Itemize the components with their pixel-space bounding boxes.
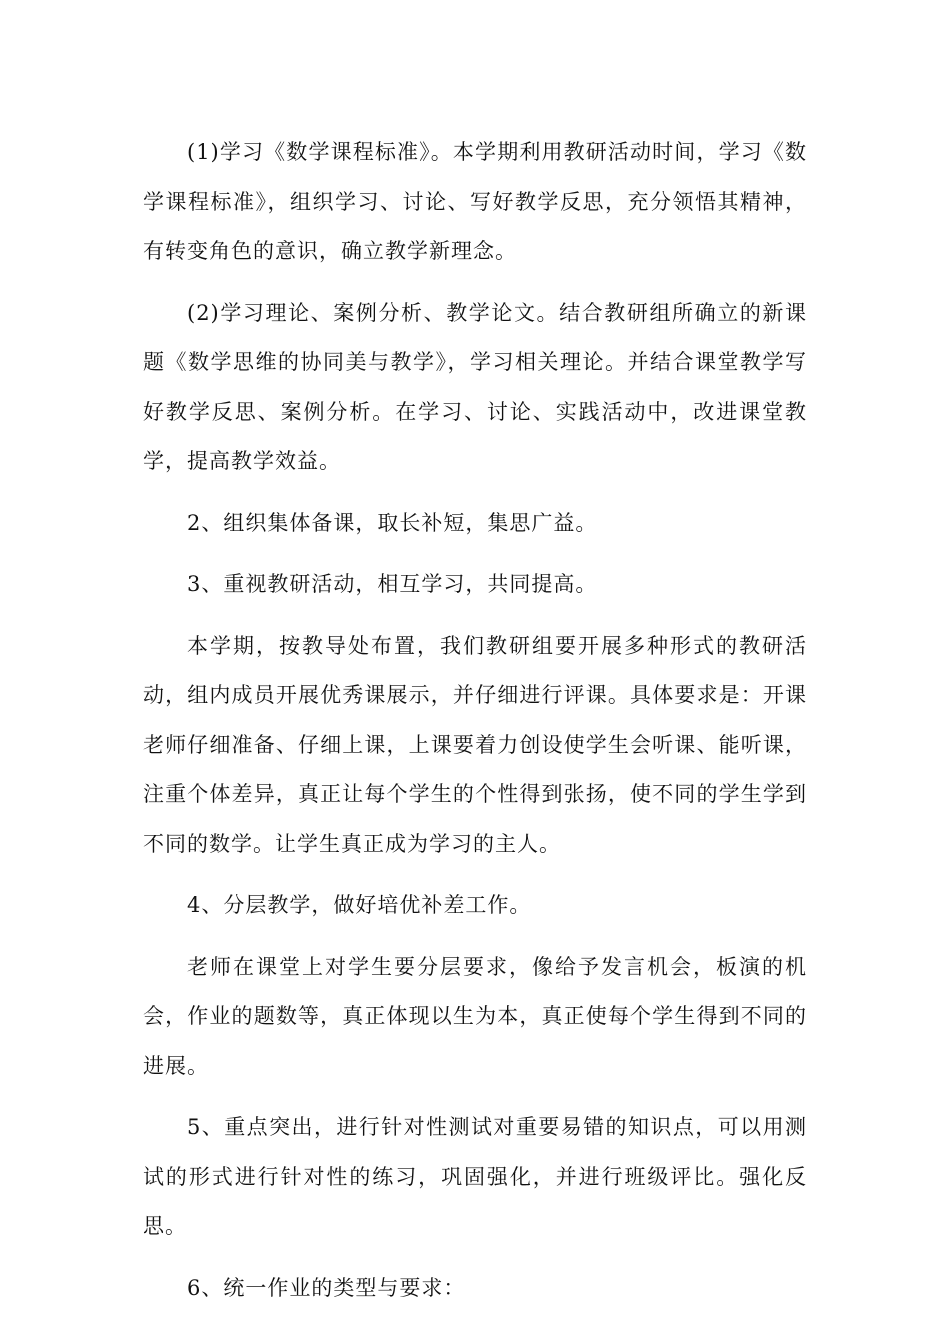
paragraph-layered-teaching-detail: 老师在课堂上对学生要分层要求，像给予发言机会，板演的机会，作业的题数等，真正体现以生为本，真正使每个学生得到不同的进展。 [143,954,807,1078]
paragraph-homework-requirements: 6、统一作业的类型与要求： [187,1275,466,1300]
paragraph-key-point-testing: 5、重点突出，进行针对性测试对重要易错的知识点，可以用测试的形式进行针对性的练习，巩固强化，并进行班级评比。强化反思。 [143,1115,807,1238]
paragraph-study-curriculum-standard: (1)学习《数学课程标准》。本学期利用教研活动时间，学习《数学课程标准》，组织学习、讨论、写好教学反思，充分领悟其精神，有转变角色的意识，确立教学新理念。 [143,140,807,263]
paragraph-study-theory-cases: (2)学习理论、案例分析、教学论文。结合教研组所确立的新课题《数学思维的协同美与教学》，学习相关理论。并结合课堂教学写好教学反思、案例分析。在学习、讨论、实践活动中，改进课堂教学，提高教学效益。 [143,300,807,473]
paragraph-collective-lesson-prep: 2、组织集体备课，取长补短，集思广益。 [187,510,598,535]
paragraph-layered-teaching: 4、分层教学，做好培优补差工作。 [187,893,532,917]
paragraph-teaching-research: 3、重视教研活动，相互学习，共同提高。 [187,572,598,596]
document-body [143,128,807,1325]
paragraph-research-activities-detail: 本学期，按教导处布置，我们教研组要开展多种形式的教研活动，组内成员开展优秀课展示，并仔细进行评课。具体要求是：开课老师仔细准备、仔细上课，上课要着力创设使学生会听课、能听课，注重个体差异，真正让每个学生的个性得到张扬，使不同的学生学到不同的数学。让学生真正成为学习的主人。 [143,633,807,856]
